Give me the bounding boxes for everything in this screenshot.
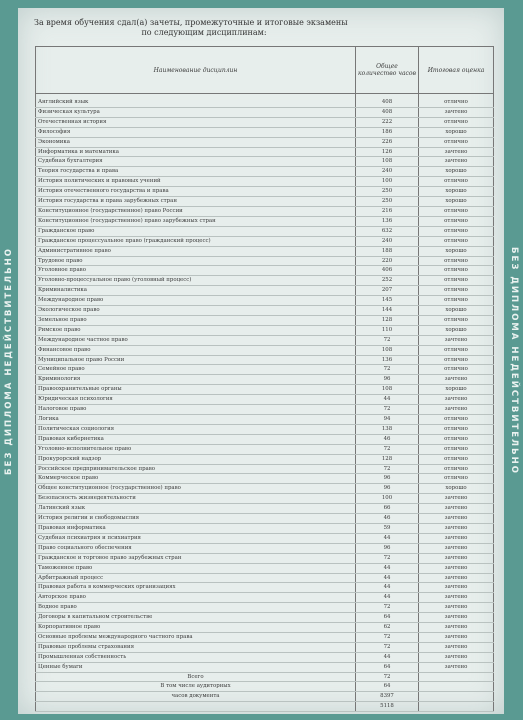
discipline-grade: зачтено: [419, 107, 494, 117]
discipline-hours: 136: [356, 216, 419, 226]
totals-label: часов документа: [36, 692, 356, 702]
discipline-name: Водное право: [36, 603, 356, 613]
discipline-grade: зачтено: [419, 662, 494, 672]
discipline-grade: зачтено: [419, 563, 494, 573]
discipline-name: Авторское право: [36, 593, 356, 603]
discipline-name: Международное право: [36, 296, 356, 306]
discipline-grade: отлично: [419, 276, 494, 286]
table-row: [36, 444, 494, 454]
discipline-hours: 64: [356, 613, 419, 623]
discipline-hours: 96: [356, 543, 419, 553]
discipline-hours: 136: [356, 355, 419, 365]
discipline-hours: 94: [356, 415, 419, 425]
discipline-grade: отлично: [419, 315, 494, 325]
discipline-grade: хорошо: [419, 325, 494, 335]
table-row: [36, 434, 494, 444]
discipline-name: История государства и права зарубежных стран: [36, 197, 356, 207]
discipline-hours: 96: [356, 375, 419, 385]
discipline-name: Английский язык: [36, 98, 356, 107]
discipline-name: Финансовое право: [36, 345, 356, 355]
table-row: [36, 563, 494, 573]
discipline-grade: хорошо: [419, 187, 494, 197]
discipline-hours: 62: [356, 623, 419, 633]
table-row: [36, 415, 494, 425]
discipline-name: Информатика и математика: [36, 147, 356, 157]
discipline-hours: 108: [356, 157, 419, 167]
table-row: [36, 276, 494, 286]
table-row: [36, 167, 494, 177]
discipline-hours: 145: [356, 296, 419, 306]
discipline-grade: отлично: [419, 236, 494, 246]
discipline-name: Латинский язык: [36, 504, 356, 514]
discipline-grade: отлично: [419, 464, 494, 474]
discipline-grade: зачтено: [419, 533, 494, 543]
discipline-hours: 222: [356, 117, 419, 127]
table-row: [36, 385, 494, 395]
table-row: [36, 365, 494, 375]
discipline-grade: зачтено: [419, 514, 494, 524]
table-row: [36, 573, 494, 583]
discipline-name: Безопасность жизнедеятельности: [36, 494, 356, 504]
table-row: [36, 464, 494, 474]
table-row: [36, 137, 494, 147]
totals-row: [36, 702, 494, 712]
totals-empty: [419, 702, 494, 712]
side-watermark-right: [507, 8, 521, 714]
discipline-hours: 44: [356, 533, 419, 543]
discipline-grade: зачтено: [419, 157, 494, 167]
discipline-name: Прокурорский надзор: [36, 454, 356, 464]
side-text-right: БЕЗ ДИПЛОМА НЕДЕЙСТВИТЕЛЬНО: [509, 247, 520, 475]
discipline-name: Административное право: [36, 246, 356, 256]
table-row: [36, 147, 494, 157]
discipline-hours: 96: [356, 474, 419, 484]
discipline-hours: 72: [356, 335, 419, 345]
discipline-hours: 108: [356, 385, 419, 395]
discipline-grade: хорошо: [419, 167, 494, 177]
table-row: [36, 395, 494, 405]
totals-value: 8397: [356, 692, 419, 702]
table-row: [36, 484, 494, 494]
discipline-grade: хорошо: [419, 246, 494, 256]
table-row: [36, 623, 494, 633]
discipline-hours: 408: [356, 98, 419, 107]
discipline-hours: 66: [356, 504, 419, 514]
discipline-name: Международное частное право: [36, 335, 356, 345]
table-row: [36, 632, 494, 642]
discipline-grade: отлично: [419, 415, 494, 425]
discipline-name: Правоохранительные органы: [36, 385, 356, 395]
discipline-name: Основные проблемы международного частного права: [36, 632, 356, 642]
discipline-name: Коммерческое право: [36, 474, 356, 484]
discipline-name: История политических и правовых учений: [36, 177, 356, 187]
table-row: [36, 256, 494, 266]
table-row: [36, 405, 494, 415]
table-row: [36, 177, 494, 187]
discipline-hours: 216: [356, 206, 419, 216]
discipline-grade: отлично: [419, 434, 494, 444]
discipline-hours: 64: [356, 662, 419, 672]
grades-body: [36, 94, 494, 712]
totals-empty: [419, 692, 494, 702]
discipline-hours: 44: [356, 593, 419, 603]
discipline-hours: 250: [356, 187, 419, 197]
discipline-grade: зачтено: [419, 553, 494, 563]
discipline-grade: хорошо: [419, 306, 494, 316]
discipline-grade: отлично: [419, 177, 494, 187]
discipline-hours: 128: [356, 454, 419, 464]
discipline-name: История религии и свободомыслия: [36, 514, 356, 524]
discipline-grade: зачтено: [419, 603, 494, 613]
discipline-hours: 252: [356, 276, 419, 286]
discipline-hours: 250: [356, 197, 419, 207]
discipline-hours: 144: [356, 306, 419, 316]
table-row: [36, 375, 494, 385]
discipline-hours: 138: [356, 424, 419, 434]
totals-label: Всего: [36, 672, 356, 682]
discipline-hours: 96: [356, 484, 419, 494]
table-row: [36, 533, 494, 543]
table-row: [36, 266, 494, 276]
discipline-grade: отлично: [419, 226, 494, 236]
discipline-hours: 44: [356, 395, 419, 405]
table-row: [36, 593, 494, 603]
discipline-name: Трудовое право: [36, 256, 356, 266]
table-row: [36, 514, 494, 524]
discipline-grade: зачтено: [419, 573, 494, 583]
table-row: [36, 296, 494, 306]
discipline-name: Римское право: [36, 325, 356, 335]
table-row: [36, 117, 494, 127]
table-row: [36, 157, 494, 167]
table-row: [36, 226, 494, 236]
discipline-hours: 72: [356, 603, 419, 613]
table-row: [36, 662, 494, 672]
discipline-grade: зачтено: [419, 623, 494, 633]
discipline-name: Судебная психиатрия и психиатрия: [36, 533, 356, 543]
intro-text: [34, 18, 374, 38]
table-row: [36, 642, 494, 652]
header-grade: Итоговая оценка: [419, 47, 494, 94]
discipline-name: Гражданское право: [36, 226, 356, 236]
discipline-grade: отлично: [419, 355, 494, 365]
discipline-hours: 207: [356, 286, 419, 296]
discipline-hours: 186: [356, 127, 419, 137]
table-row: [36, 236, 494, 246]
table-row: [36, 206, 494, 216]
discipline-hours: 72: [356, 405, 419, 415]
discipline-name: Философия: [36, 127, 356, 137]
discipline-name: Промышленная собственность: [36, 652, 356, 662]
totals-value: 5118: [356, 702, 419, 712]
discipline-hours: 408: [356, 107, 419, 117]
table-row: [36, 355, 494, 365]
discipline-hours: 100: [356, 494, 419, 504]
discipline-name: Логика: [36, 415, 356, 425]
discipline-grade: зачтено: [419, 494, 494, 504]
discipline-name: Таможенное право: [36, 563, 356, 573]
discipline-name: Физическая культура: [36, 107, 356, 117]
table-row: [36, 286, 494, 296]
discipline-hours: 220: [356, 256, 419, 266]
discipline-grade: отлично: [419, 216, 494, 226]
totals-value: 64: [356, 682, 419, 692]
discipline-grade: зачтено: [419, 375, 494, 385]
discipline-name: Право социального обеспечения: [36, 543, 356, 553]
discipline-hours: 406: [356, 266, 419, 276]
discipline-name: Муниципальное право России: [36, 355, 356, 365]
table-row: [36, 474, 494, 484]
discipline-grade: хорошо: [419, 197, 494, 207]
discipline-hours: 72: [356, 553, 419, 563]
discipline-grade: отлично: [419, 266, 494, 276]
discipline-name: Экологическое право: [36, 306, 356, 316]
discipline-hours: 108: [356, 345, 419, 355]
discipline-name: Гражданское и торговое право зарубежных стран: [36, 553, 356, 563]
grades-header-row: [36, 47, 494, 94]
discipline-name: Судебная бухгалтерия: [36, 157, 356, 167]
intro-line-1: За время обучения сдал(а) зачеты, промежуточные и итоговые экзамены: [34, 18, 348, 27]
table-row: [36, 315, 494, 325]
discipline-hours: 240: [356, 236, 419, 246]
discipline-grade: зачтено: [419, 543, 494, 553]
intro-line-2: по следующим дисциплинам:: [141, 28, 267, 37]
side-text-left: БЕЗ ДИПЛОМА НЕДЕЙСТВИТЕЛЬНО: [4, 247, 15, 475]
discipline-hours: 72: [356, 464, 419, 474]
discipline-grade: зачтено: [419, 395, 494, 405]
discipline-name: Российское предпринимательское право: [36, 464, 356, 474]
grades-table: [35, 46, 494, 712]
discipline-name: Ценные бумаги: [36, 662, 356, 672]
discipline-hours: 100: [356, 177, 419, 187]
table-row: [36, 613, 494, 623]
discipline-name: Правовая кибернетика: [36, 434, 356, 444]
discipline-hours: 44: [356, 652, 419, 662]
table-row: [36, 424, 494, 434]
discipline-name: Корпоративное право: [36, 623, 356, 633]
discipline-hours: 126: [356, 147, 419, 157]
discipline-grade: отлично: [419, 424, 494, 434]
discipline-name: Уголовно-исполнительное право: [36, 444, 356, 454]
discipline-name: Налоговое право: [36, 405, 356, 415]
discipline-grade: отлично: [419, 206, 494, 216]
discipline-grade: зачтено: [419, 504, 494, 514]
header-hours: Общее количество часов: [356, 47, 419, 94]
totals-row: [36, 682, 494, 692]
table-row: [36, 187, 494, 197]
discipline-name: Общее конституционное (государственное) право: [36, 484, 356, 494]
table-row: [36, 454, 494, 464]
totals-label: [36, 702, 356, 712]
discipline-grade: отлично: [419, 296, 494, 306]
discipline-hours: 72: [356, 642, 419, 652]
totals-row: [36, 692, 494, 702]
discipline-name: Гражданское процессуальное право (гражданский процесс): [36, 236, 356, 246]
discipline-name: История отечественного государства и права: [36, 187, 356, 197]
table-row: [36, 494, 494, 504]
discipline-grade: отлично: [419, 444, 494, 454]
discipline-hours: 128: [356, 315, 419, 325]
discipline-name: Конституционное (государственное) право зарубежных стран: [36, 216, 356, 226]
table-row: [36, 345, 494, 355]
discipline-grade: зачтено: [419, 652, 494, 662]
discipline-grade: зачтено: [419, 405, 494, 415]
table-row: [36, 603, 494, 613]
discipline-grade: отлично: [419, 474, 494, 484]
table-row: [36, 197, 494, 207]
discipline-name: Договоры в капитальном строительстве: [36, 613, 356, 623]
totals-empty: [419, 672, 494, 682]
discipline-grade: зачтено: [419, 147, 494, 157]
discipline-name: Теория государства и права: [36, 167, 356, 177]
totals-label: В том числе аудиторных: [36, 682, 356, 692]
discipline-hours: 44: [356, 573, 419, 583]
table-row: [36, 98, 494, 107]
discipline-hours: 110: [356, 325, 419, 335]
discipline-name: Арбитражный процесс: [36, 573, 356, 583]
table-row: [36, 543, 494, 553]
discipline-hours: 46: [356, 434, 419, 444]
discipline-name: Экономика: [36, 137, 356, 147]
table-row: [36, 107, 494, 117]
table-row: [36, 335, 494, 345]
discipline-name: Политическая социология: [36, 424, 356, 434]
totals-value: 72: [356, 672, 419, 682]
discipline-hours: 46: [356, 514, 419, 524]
discipline-grade: отлично: [419, 454, 494, 464]
discipline-name: Криминалистика: [36, 286, 356, 296]
table-row: [36, 504, 494, 514]
discipline-grade: отлично: [419, 286, 494, 296]
header-discipline: Наименование дисциплин: [36, 47, 356, 94]
discipline-grade: зачтено: [419, 335, 494, 345]
discipline-grade: зачтено: [419, 523, 494, 533]
table-row: [36, 127, 494, 137]
discipline-grade: отлично: [419, 345, 494, 355]
discipline-hours: 72: [356, 444, 419, 454]
discipline-grade: отлично: [419, 256, 494, 266]
discipline-name: Уголовное право: [36, 266, 356, 276]
discipline-hours: 632: [356, 226, 419, 236]
discipline-name: Уголовно-процессуальное право (уголовный процесс): [36, 276, 356, 286]
discipline-hours: 240: [356, 167, 419, 177]
discipline-name: Юридическая психология: [36, 395, 356, 405]
discipline-name: Конституционное (государственное) право России: [36, 206, 356, 216]
discipline-hours: 59: [356, 523, 419, 533]
discipline-name: Отечественная история: [36, 117, 356, 127]
table-row: [36, 246, 494, 256]
table-row: [36, 306, 494, 316]
discipline-grade: отлично: [419, 98, 494, 107]
discipline-name: Земельное право: [36, 315, 356, 325]
discipline-grade: отлично: [419, 137, 494, 147]
side-watermark-left: [2, 8, 16, 714]
totals-row: [36, 672, 494, 682]
discipline-hours: 188: [356, 246, 419, 256]
discipline-grade: зачтено: [419, 583, 494, 593]
discipline-grade: зачтено: [419, 632, 494, 642]
table-row: [36, 523, 494, 533]
table-row: [36, 216, 494, 226]
table-row: [36, 652, 494, 662]
discipline-grade: отлично: [419, 365, 494, 375]
discipline-hours: 44: [356, 563, 419, 573]
discipline-name: Правовые проблемы страхования: [36, 642, 356, 652]
discipline-hours: 72: [356, 632, 419, 642]
discipline-name: Криминология: [36, 375, 356, 385]
discipline-name: Семейное право: [36, 365, 356, 375]
discipline-hours: 72: [356, 365, 419, 375]
discipline-name: Правовая работа в коммерческих организациях: [36, 583, 356, 593]
discipline-name: Правовая информатика: [36, 523, 356, 533]
discipline-grade: хорошо: [419, 127, 494, 137]
discipline-grade: хорошо: [419, 385, 494, 395]
discipline-grade: отлично: [419, 117, 494, 127]
discipline-hours: 44: [356, 583, 419, 593]
discipline-grade: хорошо: [419, 484, 494, 494]
discipline-grade: зачтено: [419, 642, 494, 652]
totals-empty: [419, 682, 494, 692]
discipline-grade: зачтено: [419, 593, 494, 603]
discipline-grade: зачтено: [419, 613, 494, 623]
table-row: [36, 553, 494, 563]
discipline-hours: 226: [356, 137, 419, 147]
table-row: [36, 583, 494, 593]
table-row: [36, 325, 494, 335]
